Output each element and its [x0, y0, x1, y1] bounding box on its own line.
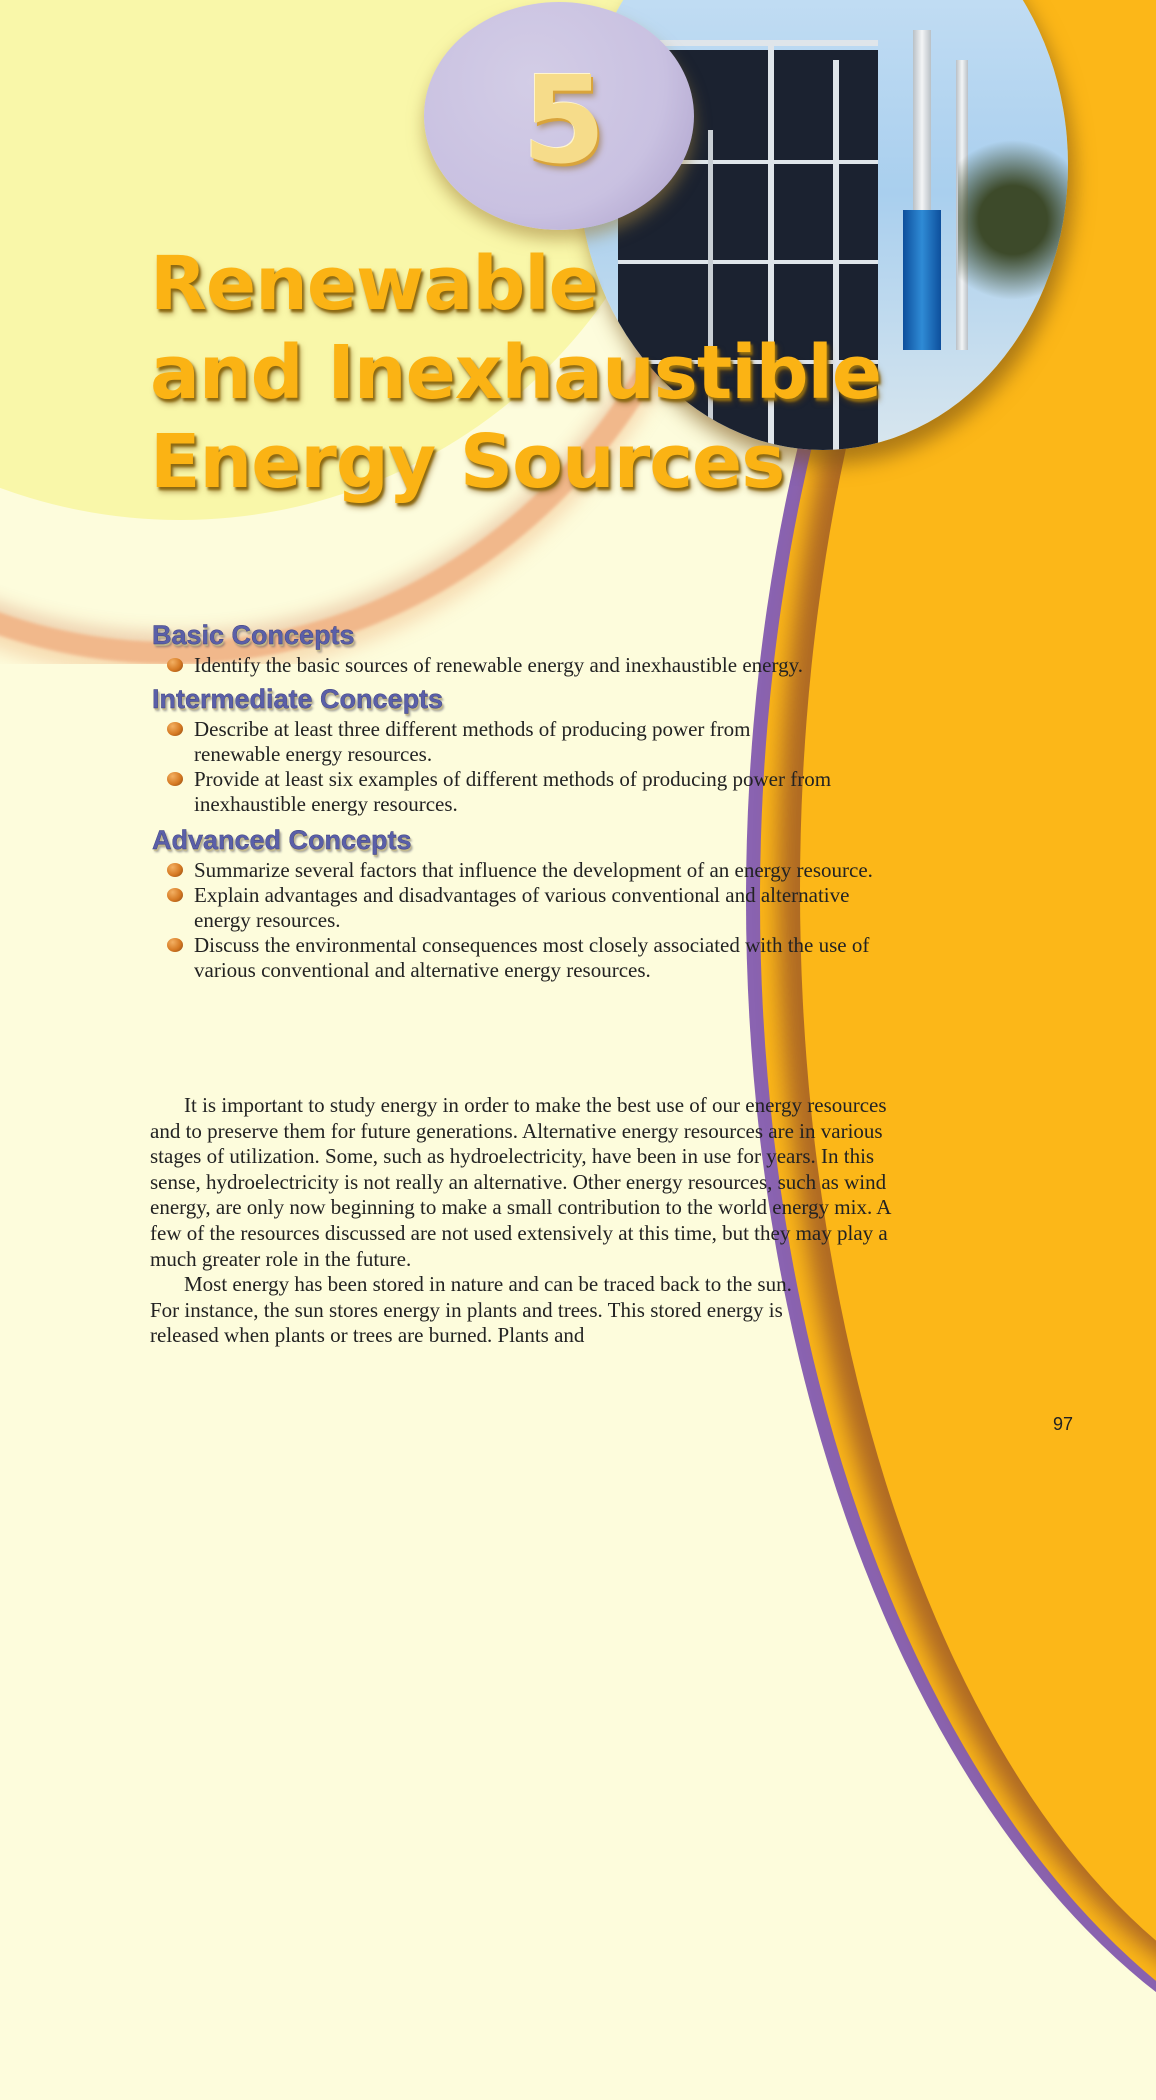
objective-item: [167, 883, 864, 933]
page-number: 97: [1053, 1414, 1074, 1434]
objective-item: [167, 858, 894, 883]
bullet-icon: [167, 772, 183, 786]
bullet-icon: [167, 938, 183, 952]
body-paragraph: It is important to study energy in order to make the best use of our energy resources and to preserve them for future generations. Alternative energy resources are in various stages of utilization. Some, such as hydroelectricity, have been in use for years. In this sense, hydroelectricity is not really an alternative. Other energy resources, such as wind energy, are only now beginning to make a small contribution to the world energy mix. A few of the resources discussed are not used extensively at this time, but they may play a much greater role in the future.: [150, 1093, 891, 1271]
objective-item: [167, 767, 934, 817]
body-text: [150, 1093, 920, 1349]
objective-item: [167, 653, 942, 678]
title-line-2: and Inexhaustible: [150, 330, 882, 416]
basic-concepts-list: [152, 653, 942, 678]
bullet-icon: [167, 888, 183, 902]
title-line-1: Renewable: [150, 241, 598, 327]
objective-item: [167, 933, 884, 983]
intermediate-concepts-heading: Intermediate Concepts: [152, 684, 444, 714]
tree: [958, 120, 1068, 320]
advanced-concepts-list: [152, 858, 942, 983]
objective-text: Describe at least three different methods of producing power from renewable energy resources.: [194, 717, 751, 766]
objective-text: Explain advantages and disadvantages of various conventional and alternative energy resources.: [194, 883, 850, 932]
objective-item: [167, 717, 834, 767]
basic-concepts-heading: Basic Concepts: [152, 620, 355, 650]
bullet-icon: [167, 863, 183, 877]
chapter-title: [150, 240, 881, 507]
learning-objectives: [152, 620, 942, 989]
chapter-number-badge: [424, 2, 694, 230]
title-line-3: Energy Sources: [150, 419, 785, 505]
advanced-concepts-heading: Advanced Concepts: [152, 825, 412, 855]
body-paragraph: Most energy has been stored in nature and can be traced back to the sun. For instance, the sun stores energy in plants and trees. This stored energy is released when plants or trees are burned. Plants and: [150, 1272, 792, 1348]
bullet-icon: [167, 722, 183, 736]
chapter-number: 5: [522, 51, 606, 191]
bullet-icon: [167, 658, 183, 672]
intermediate-concepts-list: [152, 717, 942, 817]
objective-text: Provide at least six examples of different methods of producing power from inexhaustible energy resources.: [194, 767, 832, 816]
blue-tank: [903, 210, 941, 350]
objective-text: Discuss the environmental consequences most closely associated with the use of various conventional and alternative energy resources.: [194, 933, 870, 982]
objective-text: Summarize several factors that influence the development of an energy resource.: [194, 858, 873, 882]
objective-text: Identify the basic sources of renewable energy and inexhaustible energy.: [194, 653, 803, 677]
